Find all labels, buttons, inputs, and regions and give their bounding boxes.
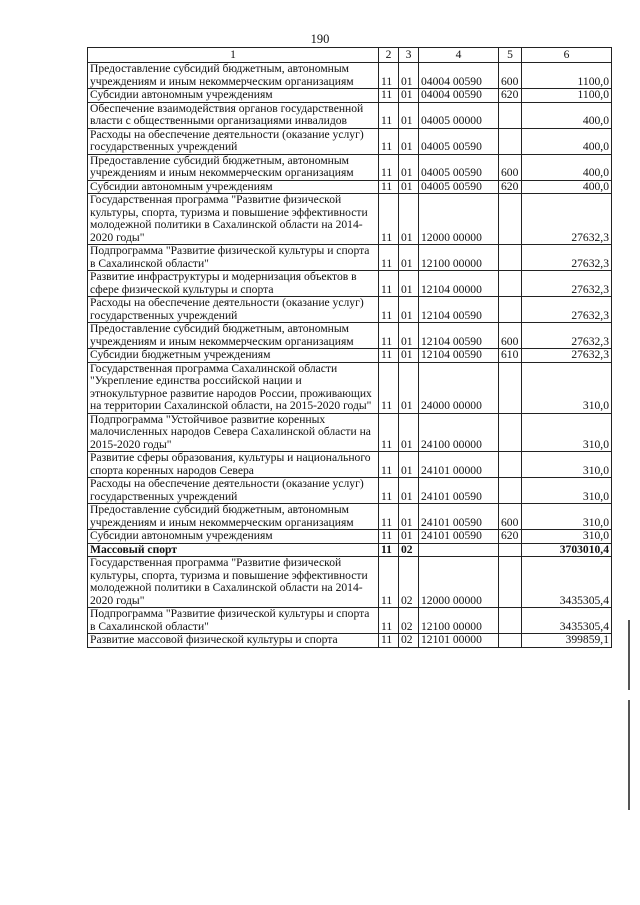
cell-target-article: 24101 00590 bbox=[419, 530, 499, 544]
cell-target-article: 12104 00590 bbox=[419, 297, 499, 323]
cell-name: Предоставление субсидий бюджетным, автономным учреждениям и иным некоммерческим организациям bbox=[88, 323, 379, 349]
cell-target-article: 24101 00590 bbox=[419, 478, 499, 504]
cell-target-article: 12000 00000 bbox=[419, 194, 499, 245]
cell-expense-type: 620 bbox=[499, 180, 522, 194]
cell-sum: 3703010,4 bbox=[522, 543, 612, 557]
cell-section: 11 bbox=[379, 413, 399, 452]
header-section: 2 bbox=[379, 48, 399, 63]
header-row bbox=[88, 48, 612, 63]
cell-subsection: 01 bbox=[399, 245, 419, 271]
cell-target-article: 04005 00000 bbox=[419, 102, 499, 128]
cell-sum: 310,0 bbox=[522, 530, 612, 544]
table-row bbox=[88, 63, 612, 89]
cell-name: Развитие сферы образования, культуры и национального спорта коренных народов Севера bbox=[88, 452, 379, 478]
cell-sum: 3435305,4 bbox=[522, 557, 612, 608]
cell-target-article: 12104 00590 bbox=[419, 323, 499, 349]
cell-name: Государственная программа "Развитие физической культуры, спорта, туризма и повышение эффективности молодежной политики в Сахалинской области на 2014-2020 годы" bbox=[88, 557, 379, 608]
cell-name: Государственная программа "Развитие физической культуры, спорта, туризма и повышение эффективности молодежной политики в Сахалинской области на 2014-2020 годы" bbox=[88, 194, 379, 245]
margin-mark bbox=[628, 620, 630, 690]
margin-mark bbox=[628, 700, 630, 810]
cell-expense-type bbox=[499, 543, 522, 557]
cell-subsection: 01 bbox=[399, 349, 419, 363]
cell-section: 11 bbox=[379, 349, 399, 363]
table-row bbox=[88, 478, 612, 504]
cell-section: 11 bbox=[379, 180, 399, 194]
cell-target-article bbox=[419, 543, 499, 557]
cell-expense-type bbox=[499, 271, 522, 297]
cell-sum: 310,0 bbox=[522, 362, 612, 413]
cell-target-article: 12104 00590 bbox=[419, 349, 499, 363]
cell-section: 11 bbox=[379, 154, 399, 180]
cell-section: 11 bbox=[379, 128, 399, 154]
cell-sum: 3435305,4 bbox=[522, 608, 612, 634]
cell-name: Расходы на обеспечение деятельности (оказание услуг) государственных учреждений bbox=[88, 478, 379, 504]
table-row bbox=[88, 543, 612, 557]
table-row bbox=[88, 349, 612, 363]
table-row bbox=[88, 271, 612, 297]
cell-target-article: 04005 00590 bbox=[419, 180, 499, 194]
cell-name: Государственная программа Сахалинской области "Укрепление единства российской нации и этнокультурное развитие народов России, проживающих на территории Сахалинской области, на 2015-2020 годы" bbox=[88, 362, 379, 413]
cell-expense-type bbox=[499, 634, 522, 648]
cell-subsection: 01 bbox=[399, 180, 419, 194]
header-target-article: 4 bbox=[419, 48, 499, 63]
cell-name: Предоставление субсидий бюджетным, автономным учреждениям и иным некоммерческим организациям bbox=[88, 154, 379, 180]
cell-section: 11 bbox=[379, 362, 399, 413]
cell-section: 11 bbox=[379, 297, 399, 323]
cell-subsection: 01 bbox=[399, 362, 419, 413]
cell-subsection: 02 bbox=[399, 634, 419, 648]
table-row bbox=[88, 452, 612, 478]
cell-name: Расходы на обеспечение деятельности (оказание услуг) государственных учреждений bbox=[88, 297, 379, 323]
cell-section: 11 bbox=[379, 271, 399, 297]
table-row bbox=[88, 362, 612, 413]
cell-subsection: 01 bbox=[399, 504, 419, 530]
budget-table bbox=[87, 47, 612, 648]
table-row bbox=[88, 504, 612, 530]
cell-subsection: 01 bbox=[399, 102, 419, 128]
cell-subsection: 01 bbox=[399, 128, 419, 154]
table-row bbox=[88, 89, 612, 103]
cell-name: Массовый спорт bbox=[88, 543, 379, 557]
table-row bbox=[88, 297, 612, 323]
header-name: 1 bbox=[88, 48, 379, 63]
cell-sum: 1100,0 bbox=[522, 63, 612, 89]
header-sum: 6 bbox=[522, 48, 612, 63]
cell-section: 11 bbox=[379, 63, 399, 89]
cell-expense-type bbox=[499, 478, 522, 504]
cell-subsection: 01 bbox=[399, 413, 419, 452]
cell-sum: 27632,3 bbox=[522, 323, 612, 349]
cell-sum: 310,0 bbox=[522, 504, 612, 530]
cell-expense-type: 600 bbox=[499, 323, 522, 349]
cell-expense-type bbox=[499, 413, 522, 452]
cell-section: 11 bbox=[379, 608, 399, 634]
cell-sum: 27632,3 bbox=[522, 349, 612, 363]
cell-expense-type bbox=[499, 362, 522, 413]
cell-name: Подпрограмма "Развитие физической культуры и спорта в Сахалинской области" bbox=[88, 608, 379, 634]
cell-subsection: 01 bbox=[399, 478, 419, 504]
cell-sum: 310,0 bbox=[522, 478, 612, 504]
cell-subsection: 01 bbox=[399, 194, 419, 245]
cell-sum: 400,0 bbox=[522, 180, 612, 194]
cell-expense-type bbox=[499, 452, 522, 478]
cell-expense-type: 600 bbox=[499, 63, 522, 89]
cell-section: 11 bbox=[379, 504, 399, 530]
cell-expense-type bbox=[499, 557, 522, 608]
cell-target-article: 04004 00590 bbox=[419, 63, 499, 89]
cell-target-article: 24000 00000 bbox=[419, 362, 499, 413]
cell-sum: 400,0 bbox=[522, 154, 612, 180]
cell-target-article: 04004 00590 bbox=[419, 89, 499, 103]
table-row bbox=[88, 413, 612, 452]
cell-section: 11 bbox=[379, 478, 399, 504]
cell-name: Предоставление субсидий бюджетным, автономным учреждениям и иным некоммерческим организациям bbox=[88, 63, 379, 89]
cell-name: Расходы на обеспечение деятельности (оказание услуг) государственных учреждений bbox=[88, 128, 379, 154]
table-row bbox=[88, 608, 612, 634]
cell-subsection: 01 bbox=[399, 297, 419, 323]
cell-sum: 310,0 bbox=[522, 452, 612, 478]
cell-sum: 1100,0 bbox=[522, 89, 612, 103]
cell-section: 11 bbox=[379, 323, 399, 349]
cell-target-article: 24101 00590 bbox=[419, 504, 499, 530]
cell-sum: 399859,1 bbox=[522, 634, 612, 648]
cell-target-article: 12100 00000 bbox=[419, 608, 499, 634]
cell-name: Подпрограмма "Развитие физической культуры и спорта в Сахалинской области" bbox=[88, 245, 379, 271]
cell-expense-type: 600 bbox=[499, 154, 522, 180]
cell-sum: 400,0 bbox=[522, 102, 612, 128]
cell-target-article: 04005 00590 bbox=[419, 128, 499, 154]
table-row bbox=[88, 245, 612, 271]
cell-section: 11 bbox=[379, 102, 399, 128]
cell-name: Субсидии автономным учреждениям bbox=[88, 530, 379, 544]
cell-sum: 27632,3 bbox=[522, 194, 612, 245]
cell-expense-type: 600 bbox=[499, 504, 522, 530]
cell-sum: 400,0 bbox=[522, 128, 612, 154]
cell-target-article: 12000 00000 bbox=[419, 557, 499, 608]
table-row bbox=[88, 180, 612, 194]
cell-section: 11 bbox=[379, 452, 399, 478]
cell-subsection: 01 bbox=[399, 323, 419, 349]
cell-target-article: 24100 00000 bbox=[419, 413, 499, 452]
cell-subsection: 01 bbox=[399, 530, 419, 544]
table-row bbox=[88, 530, 612, 544]
cell-name: Развитие массовой физической культуры и спорта bbox=[88, 634, 379, 648]
cell-target-article: 04005 00590 bbox=[419, 154, 499, 180]
cell-subsection: 01 bbox=[399, 271, 419, 297]
cell-name: Подпрограмма "Устойчивое развитие коренных малочисленных народов Севера Сахалинской области на 2015-2020 годы" bbox=[88, 413, 379, 452]
cell-expense-type bbox=[499, 128, 522, 154]
cell-section: 11 bbox=[379, 245, 399, 271]
page-number: 190 bbox=[310, 32, 330, 46]
cell-name: Субсидии автономным учреждениям bbox=[88, 89, 379, 103]
cell-subsection: 01 bbox=[399, 452, 419, 478]
table-row bbox=[88, 634, 612, 648]
cell-subsection: 01 bbox=[399, 63, 419, 89]
table-row bbox=[88, 102, 612, 128]
cell-expense-type bbox=[499, 245, 522, 271]
cell-expense-type bbox=[499, 194, 522, 245]
cell-section: 11 bbox=[379, 89, 399, 103]
cell-expense-type: 610 bbox=[499, 349, 522, 363]
cell-subsection: 01 bbox=[399, 89, 419, 103]
table-row bbox=[88, 557, 612, 608]
cell-subsection: 01 bbox=[399, 154, 419, 180]
cell-target-article: 12101 00000 bbox=[419, 634, 499, 648]
table-row bbox=[88, 154, 612, 180]
cell-section: 11 bbox=[379, 530, 399, 544]
cell-sum: 27632,3 bbox=[522, 245, 612, 271]
cell-section: 11 bbox=[379, 557, 399, 608]
cell-section: 11 bbox=[379, 194, 399, 245]
cell-subsection: 02 bbox=[399, 543, 419, 557]
cell-name: Субсидии автономным учреждениям bbox=[88, 180, 379, 194]
cell-name: Обеспечение взаимодействия органов государственной власти с общественными организациями инвалидов bbox=[88, 102, 379, 128]
cell-sum: 27632,3 bbox=[522, 297, 612, 323]
table-row bbox=[88, 323, 612, 349]
cell-sum: 27632,3 bbox=[522, 271, 612, 297]
table-row bbox=[88, 128, 612, 154]
cell-name: Предоставление субсидий бюджетным, автономным учреждениям и иным некоммерческим организациям bbox=[88, 504, 379, 530]
header-expense-type: 5 bbox=[499, 48, 522, 63]
table-row bbox=[88, 194, 612, 245]
cell-target-article: 12100 00000 bbox=[419, 245, 499, 271]
cell-sum: 310,0 bbox=[522, 413, 612, 452]
cell-section: 11 bbox=[379, 543, 399, 557]
cell-name: Субсидии бюджетным учреждениям bbox=[88, 349, 379, 363]
cell-expense-type bbox=[499, 297, 522, 323]
cell-subsection: 02 bbox=[399, 608, 419, 634]
cell-expense-type bbox=[499, 608, 522, 634]
cell-expense-type: 620 bbox=[499, 89, 522, 103]
cell-target-article: 24101 00000 bbox=[419, 452, 499, 478]
cell-name: Развитие инфраструктуры и модернизация объектов в сфере физической культуры и спорта bbox=[88, 271, 379, 297]
header-subsection: 3 bbox=[399, 48, 419, 63]
cell-subsection: 02 bbox=[399, 557, 419, 608]
cell-expense-type: 620 bbox=[499, 530, 522, 544]
cell-section: 11 bbox=[379, 634, 399, 648]
cell-target-article: 12104 00000 bbox=[419, 271, 499, 297]
cell-expense-type bbox=[499, 102, 522, 128]
